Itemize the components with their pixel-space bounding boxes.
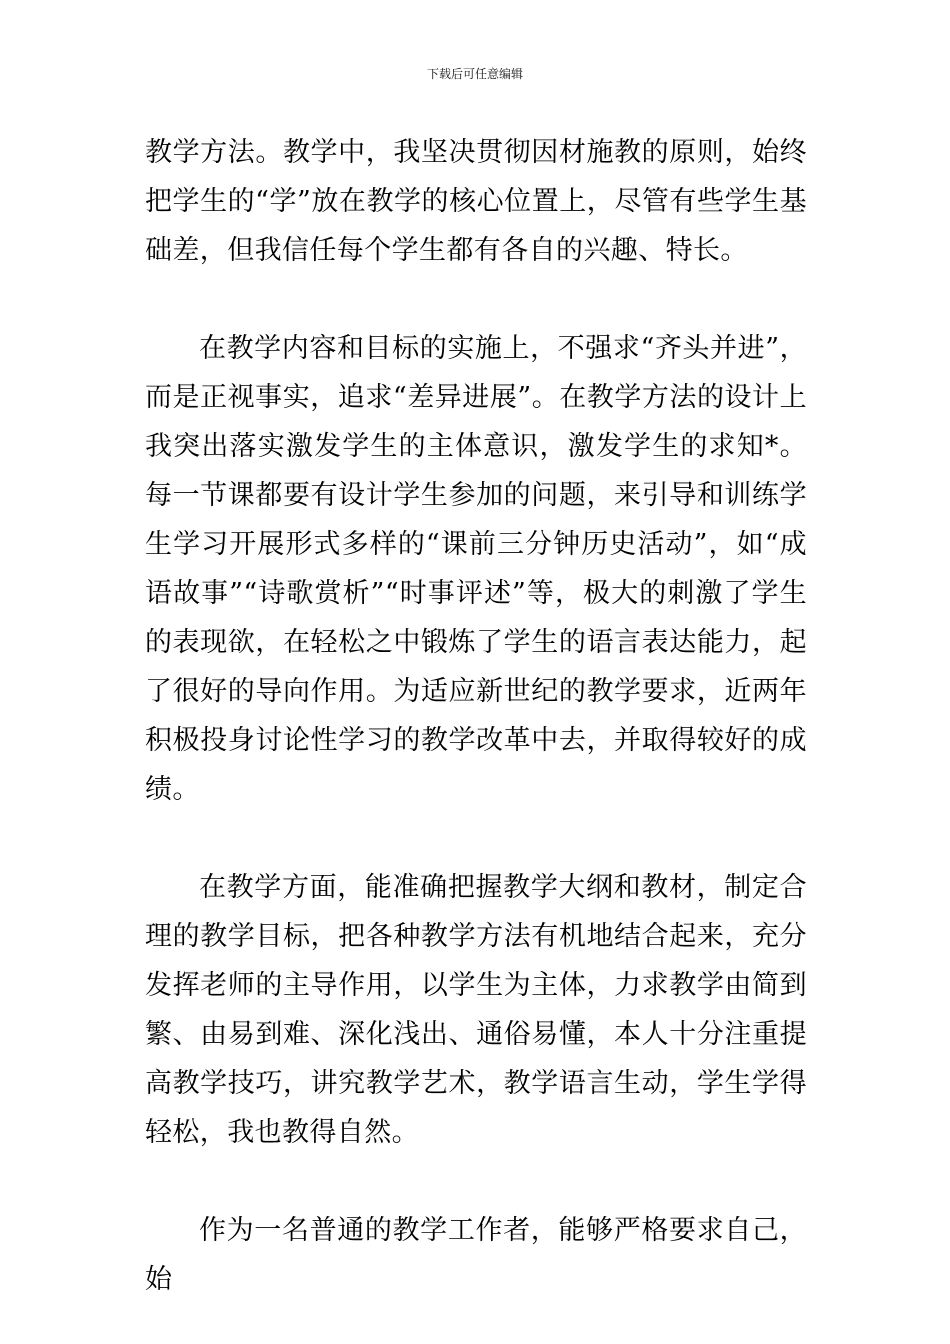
paragraph-teaching-content: 在教学内容和目标的实施上，不强求“齐头并进”，而是正视事实，追求“差异进展”。在教学方法的设计上我突出落实激发学生的主体意识，激发学生的求知*。每一节课都要有设计学生参加的问题，来引导和训练学生学习开展形式多样的“课前三分钟历史活动”，如“成语故事”“诗歌赏析”“时事评述”等，极大的刺激了学生的表现欲，在轻松之中锻炼了学生的语言表达能力，起了很好的导向作用。为适应新世纪的教学要求，近两年积极投身讨论性学习的教学改革中去，并取得较好的成绩。 [145,333,807,805]
paragraph-self-requirements: 作为一名普通的教学工作者，能够严格要求自己，始 [145,1215,807,1295]
page-header-note: 下载后可任意编辑 [426,67,523,81]
document-body [145,128,807,1304]
paragraph-teaching-methods: 在教学方面，能准确把握教学大纲和教材，制定合理的教学目标，把各种教学方法有机地结合起来，充分发挥老师的主导作用，以学生为主体，力求教学由简到繁、由易到难、深化浅出、通俗易懂，本人十分注重提高教学技巧，讲究教学艺术，教学语言生动，学生学得轻松，我也教得自然。 [145,872,807,1148]
paragraph-continuation: 教学方法。教学中，我坚决贯彻因材施教的原则，始终把学生的“学”放在教学的核心位置上，尽管有些学生基础差，但我信任每个学生都有各自的兴趣、特长。 [145,137,807,266]
